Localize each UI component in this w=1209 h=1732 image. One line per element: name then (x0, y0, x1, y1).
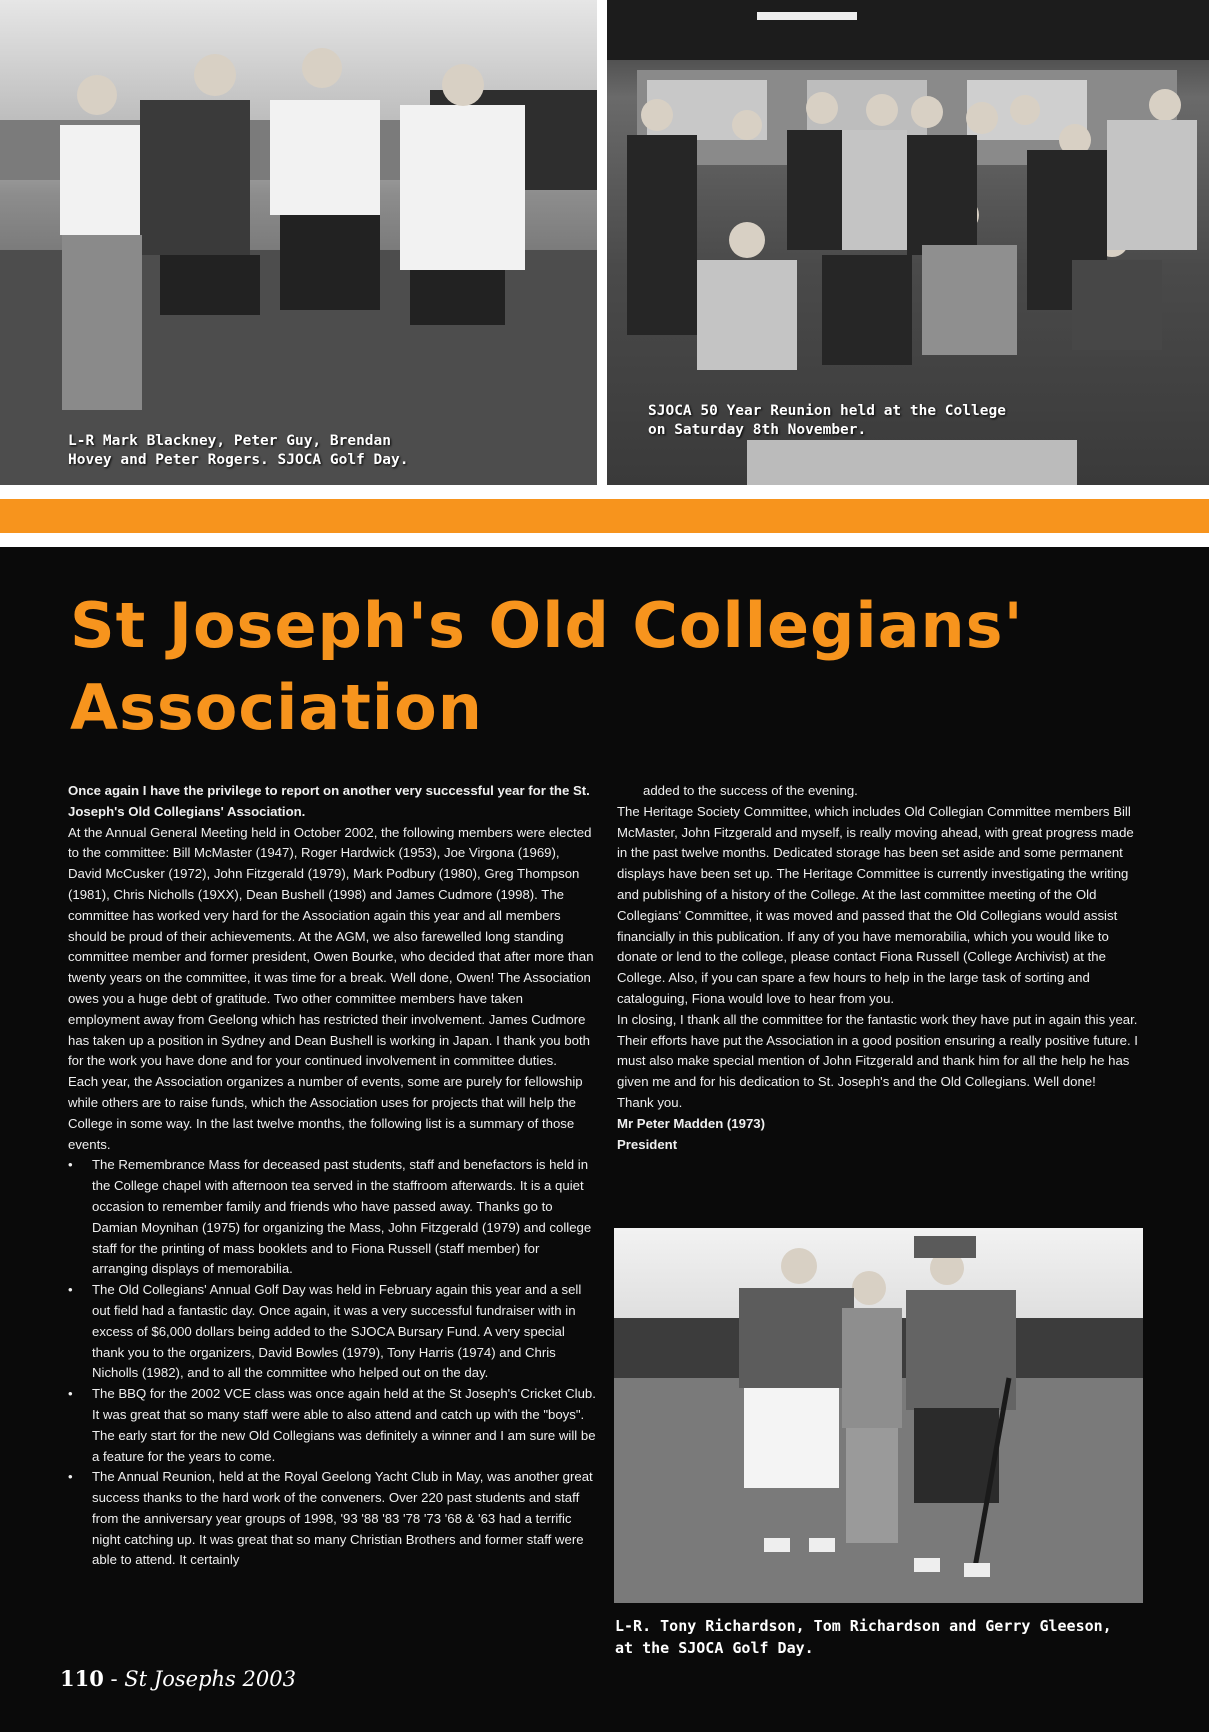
golf-day-photo (0, 0, 597, 485)
orange-band (0, 499, 1209, 533)
continued-text: added to the success of the evening. (643, 783, 858, 798)
page-footer (60, 1666, 296, 1691)
golf-day-caption (68, 432, 408, 470)
caption-line: L-R. Tony Richardson, Tom Richardson and Gerry Gleeson, (615, 1617, 1112, 1635)
list-item: • The Annual Reunion, held at the Royal Geelong Yacht Club in May, was another great success thanks to the hard work of the conveners. Over 220 past students and staff from the anniversary year groups of 1998, '93 '88 '83 '78 '73 '68 & '63 had a terrific night catching up. It was great that so many Christian Brothers and former staff were able to attend. It certainly (68, 1467, 596, 1571)
caption-line: on Saturday 8th November. (648, 422, 867, 438)
white-rule (0, 485, 1209, 499)
signature-title: President (617, 1136, 678, 1152)
list-item: • The Old Collegians' Annual Golf Day was held in February again this year and a sell out field had a fantastic day. Once again, it was a very successful fundraiser with in excess of $6,000 dollars being added to the SJOCA Bursary Fund. A very special thank you to the organizers, David Bowles (1979), Tony Harris (1974) and Chris Nicholls (1982), and to all the committee who helped out on the day. (68, 1280, 596, 1384)
caption-line: L-R Mark Blackney, Peter Guy, Brendan (68, 433, 392, 449)
caption-line: at the SJOCA Golf Day. (615, 1639, 814, 1657)
agm-paragraph: At the Annual General Meeting held in October 2002, the following members were elected to the committee: Bill McMaster (1947), Roger Hardwick (1953), Joe Virgona (1969), David McCusker (1972), John Fitzgerald (1979), Mark Podbury (1980), Greg Thompson (1981), Chris Nicholls (19XX), Dean Bushell (1998) and James Cudmore (1998). The committee has worked very hard for the Association again this year and all members should be proud of their achievements. At the AGM, we also farewelled long standing committee member and former president, Owen Bourke, who decided that after more than twenty years on the committee, it was time for a break. Well done, Owen! The Association owes you a huge debt of gratitude. Two other committee members have taken employment away from Geelong which has restricted their involvement. James Cudmore has taken up a position in Sydney and Dean Bushell is working in Japan. I thank you both for the work you have done and for your continued involvement in committee duties. (68, 824, 594, 1069)
list-item: • The Remembrance Mass for deceased past students, staff and benefactors is held in the College chapel with afternoon tea served in the staffroom afterwards. It is a quiet occasion to remember family and friends who have passed away. Thanks go to Damian Moynihan (1975) for organizing the Mass, John Fitzgerald (1979) and college staff for the printing of mass booklets and to Fiona Russell (staff member) for arranging displays of memorabilia. (68, 1155, 596, 1280)
golf-day-photo-illustration (0, 0, 597, 485)
thanks-line: Thank you. (617, 1094, 683, 1110)
golf-day-photo-2 (614, 1228, 1143, 1603)
bottom-photo-caption (615, 1615, 1175, 1659)
page-number: 110 (60, 1666, 104, 1691)
intro-paragraph: Once again I have the privilege to report on another very successful year for the St. Joseph's Old Collegians' Association. (68, 783, 590, 819)
title-line-2: Association (70, 671, 483, 744)
photo-divider (597, 0, 607, 485)
footer-separator: - (103, 1667, 125, 1691)
events-list (68, 1155, 596, 1571)
title-line-1: St Joseph's Old Collegians' (70, 589, 1024, 662)
reunion-caption (648, 402, 1006, 440)
white-rule (0, 533, 1209, 547)
events-intro-paragraph: Each year, the Association organizes a number of events, some are purely for fellowship while others are to raise funds, which the Association uses for projects that will help the College in some way. In the last twelve months, the following list is a summary of those events. (68, 1074, 583, 1152)
signature-name: Mr Peter Madden (1973) (617, 1115, 766, 1131)
publication-name: St Josephs 2003 (124, 1667, 296, 1691)
heritage-paragraph: The Heritage Society Committee, which includes Old Collegian Committee members Bill McMaster, John Fitzgerald and myself, is really moving ahead, with great progress made in the past twelve months. Dedicated storage has been set aside and some permanent displays have been set up. The Heritage Committee is currently investigating the writing and publishing of a history of the College. At the last committee meeting of the Old Collegians' Committee, it was moved and passed that the Old Collegians would assist financially in this publication. If any of you have memorabilia, which you would like to donate or lend to the college, please contact Fiona Russell (College Archivist) at the College. Also, if you can spare a few hours to help in the large task of sorting and cataloguing, Fiona would love to hear from you. (617, 803, 1134, 1006)
caption-line: SJOCA 50 Year Reunion held at the College (648, 403, 1006, 419)
list-item: • The BBQ for the 2002 VCE class was once again held at the St Joseph's Cricket Club. It was great that so many staff were able to also attend and catch up with the "boys". The early start for the new Old Collegians was definitely a winner and I am sure will be a feature for the years to come. (68, 1384, 596, 1467)
golf-day-photo-2-illustration (614, 1228, 1143, 1603)
article-column-left (68, 781, 596, 1571)
article-title (70, 585, 1170, 749)
article-column-right (617, 781, 1147, 1155)
closing-paragraph: In closing, I thank all the committee for the fantastic work they have put in again this year. Their efforts have put the Association in a good position ensuring a really positive future. I must also make special mention of John Fitzgerald and thank him for all the help he has given me and for his dedication to St. Joseph's and the Old Collegians. Well done! (617, 1011, 1138, 1090)
caption-line: Hovey and Peter Rogers. SJOCA Golf Day. (68, 452, 409, 468)
